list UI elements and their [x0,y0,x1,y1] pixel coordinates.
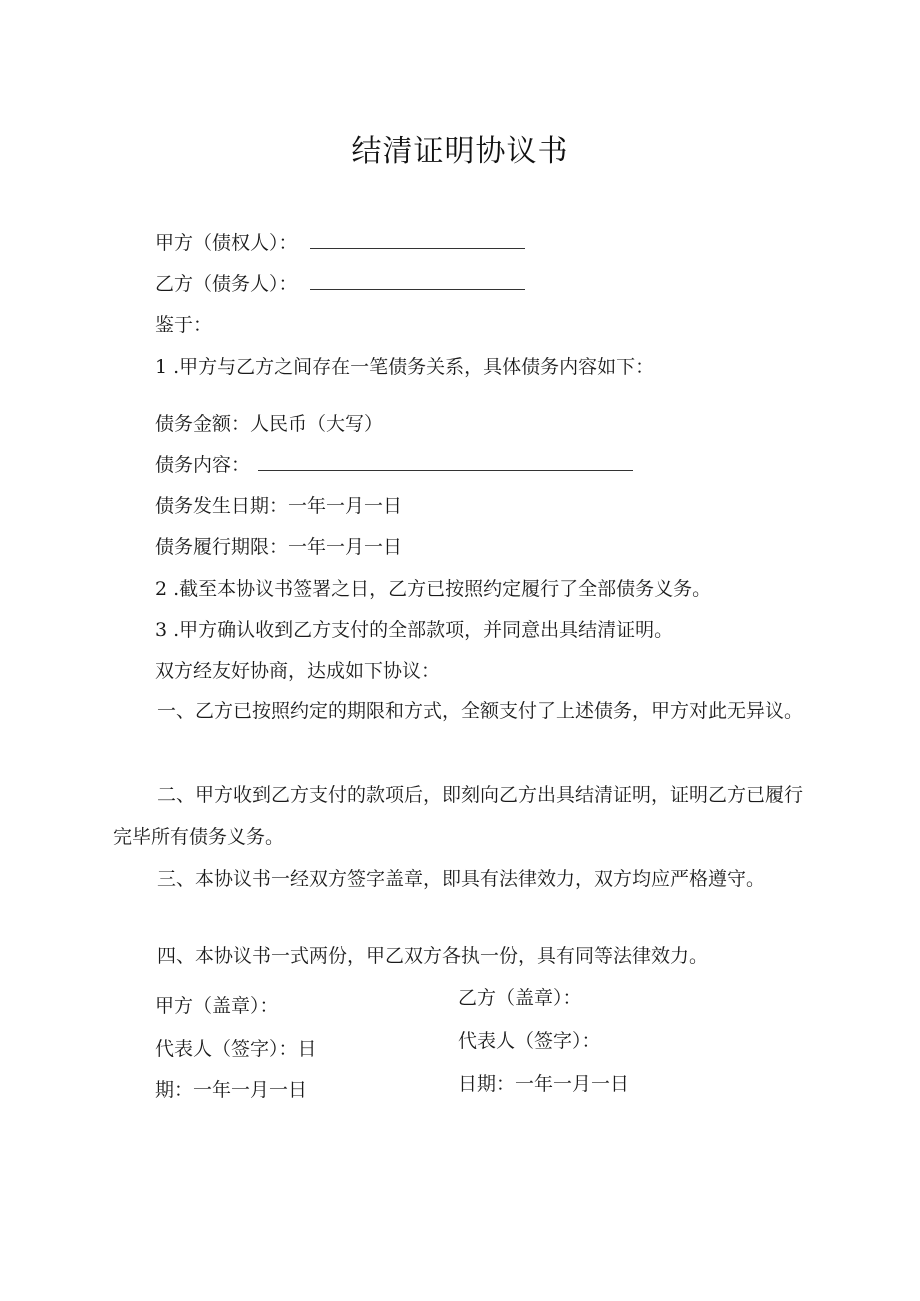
clause-3: 三、本协议书一经双方签字盖章，即具有法律效力，双方均应严格遵守。 [157,868,766,890]
clause-2: 二、甲方收到乙方支付的款项后，即刻向乙方出具结清证明，证明乙方已履行完毕所有债务义务。 [113,784,804,848]
party-a-date: 期：一年一月一日 [155,1079,308,1101]
recital-item-2: 2 .截至本协议书签署之日，乙方已按照约定履行了全部债务义务。 [155,578,712,600]
whereas-label: 鉴于： [155,314,213,336]
debt-content-blank [258,452,633,471]
debt-content-label: 债务内容： [155,454,251,476]
debtor-label: 乙方（债务人）： [155,273,298,295]
recital-item-3: 3 .甲方确认收到乙方支付的全部款项，并同意出具结清证明。 [155,619,674,641]
document-title: 结清证明协议书 [351,134,569,169]
creditor-label: 甲方（债权人）： [155,232,298,254]
debt-date-occurred: 债务发生日期：一年一月一日 [155,495,403,517]
party-b-rep: 代表人（签字）： [458,1030,601,1052]
debtor-blank [310,271,525,290]
party-b-date: 日期：一年一月一日 [458,1073,630,1095]
debt-amount: 债务金额：人民币（大写） [155,413,384,435]
clause-4: 四、本协议书一式两份，甲乙双方各执一份，具有同等法律效力。 [157,945,709,967]
agreement-intro: 双方经友好协商，达成如下协议： [155,660,441,682]
creditor-line [155,230,525,256]
clause-1: 一、乙方已按照约定的期限和方式，全额支付了上述债务，甲方对此无异议。 [157,700,804,722]
debt-content-line [155,452,633,478]
debtor-line [155,271,525,297]
creditor-blank [310,230,525,249]
recital-item-1: 1 .甲方与乙方之间存在一笔债务关系，具体债务内容如下： [155,356,655,378]
party-a-rep: 代表人（签字）：日 [155,1038,317,1060]
party-b-seal: 乙方（盖章）： [458,987,582,1009]
debt-term: 债务履行期限：一年一月一日 [155,536,403,558]
party-a-seal: 甲方（盖章）： [155,995,279,1017]
